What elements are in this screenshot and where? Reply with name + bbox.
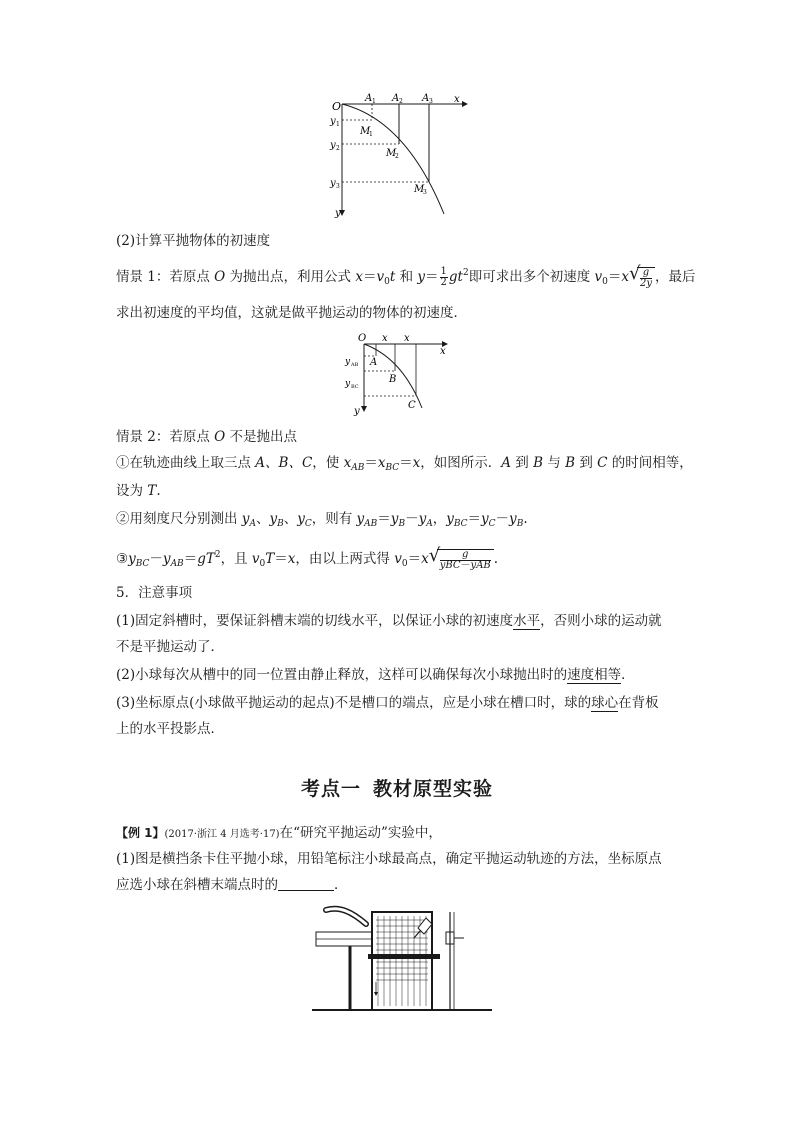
fig2-ybc-sub: BC bbox=[351, 384, 359, 390]
fig1-y3: y bbox=[330, 178, 336, 189]
scene-2-step-3: $③y_{BC}-y_{AB}=gT^2$，且 $v_0T=x$，由以上两式得 $v_0=x$ √ $\frac{g}{\text{yBC－yAB}}$ . bbox=[116, 544, 499, 571]
scene-1-line-1: 情景 1：若原点 O 为抛出点，利用公式 $x=v_0t$ 和 y＝ $\frac{1}{2}$ $gt^2$即可求出多个初速度 $v_0=x$ √ $\frac{g}{2y}$ ，最后 bbox=[116, 262, 696, 289]
fig2-ybc: y bbox=[345, 379, 351, 389]
example-1-q1: (1)图是横挡条卡住平抛小球，用铅笔标注小球最高点，确定平抛运动轨迹的方法，坐标原点 bbox=[116, 851, 662, 867]
fig1-y3-sub: 3 bbox=[336, 183, 340, 190]
note-1: (1)固定斜槽时，要保证斜槽末端的切线水平，以保证小球的初速度水平，否则小球的运动就 bbox=[116, 613, 662, 629]
section-heading: 考点一 教材原型实验 bbox=[300, 778, 494, 800]
fig1-y1-sub: 1 bbox=[336, 121, 340, 128]
fig1-y1: y bbox=[330, 116, 336, 127]
fig2-x-axis: x bbox=[440, 346, 446, 357]
fig2-point-c: C bbox=[408, 400, 416, 411]
fig1-y-axis: y bbox=[335, 208, 341, 219]
fig1-a3-sub: 3 bbox=[429, 98, 433, 105]
fig1-m1: M bbox=[360, 126, 371, 137]
scene-2-step-1: ①在轨迹曲线上取三点 A、B、C，使 $x_{AB}=x_{BC}=x$，如图所示．A 到 B 与 B 到 C 的时间相等， bbox=[116, 455, 693, 473]
fig2-point-a: A bbox=[370, 357, 378, 368]
fig2-yab: y bbox=[345, 357, 351, 367]
sqrt-formula-2: √ $\frac{g}{\text{yBC－yAB}}$ bbox=[429, 549, 494, 571]
apparatus-figure bbox=[310, 898, 494, 1018]
scene-2-title: 情景 2：若原点 O 不是抛出点 bbox=[116, 429, 298, 445]
note-3: (3)坐标原点(小球做平抛运动的起点)不是槽口的端点，应是小球在槽口时，球的球心在背板 bbox=[116, 695, 659, 711]
scene-2-step-1-cont: 设为 T. bbox=[116, 483, 161, 499]
fig1-m3: M bbox=[414, 184, 425, 195]
fig1-m2: M bbox=[386, 148, 397, 159]
scene-2-step-2: ②用刻度尺分别测出 $y_A$、$y_B$、$y_C$，则有 $y_{AB}=y_B-y_A$，$y_{BC}=y_C-y_B$. bbox=[116, 511, 528, 529]
example-1-q1-cont: 应选小球在斜槽末端点时的 ． bbox=[116, 877, 348, 893]
fraction-half: $\frac{1}{2}$ bbox=[440, 266, 447, 288]
fig1-a1-sub: 1 bbox=[372, 98, 376, 105]
trajectory-figure-1 bbox=[326, 92, 476, 220]
fig1-origin: O bbox=[332, 100, 342, 113]
fig1-y2-sub: 2 bbox=[336, 145, 340, 152]
fig2-yab-sub: AB bbox=[351, 362, 359, 368]
fig2-origin: O bbox=[358, 333, 367, 344]
fig1-a2: A bbox=[392, 93, 400, 104]
trajectory-figure-2 bbox=[340, 332, 454, 418]
fig1-m1-sub: 1 bbox=[369, 131, 373, 138]
sqrt-formula-1: √ $\frac{g}{2y}$ bbox=[629, 267, 655, 289]
note-1-cont: 不是平抛运动了． bbox=[116, 639, 224, 655]
fig1-y2: y bbox=[330, 140, 336, 151]
fig1-a3: A bbox=[422, 93, 430, 104]
fig1-m3-sub: 3 bbox=[423, 189, 427, 196]
fig2-x1: x bbox=[382, 333, 388, 344]
answer-blank[interactable] bbox=[278, 876, 334, 891]
fig1-a2-sub: 2 bbox=[399, 98, 403, 105]
fig1-m2-sub: 2 bbox=[395, 153, 399, 160]
note-2: (2)小球每次从槽中的同一位置由静止释放，这样可以确保每次小球抛出时的速度相等． bbox=[116, 667, 635, 683]
note-3-cont: 上的水平投影点． bbox=[116, 721, 224, 737]
example-1-intro: 【例 1】(2017·浙江 4 月选考·17)在“研究平抛运动”实验中， bbox=[116, 825, 442, 841]
notes-title: 5．注意事项 bbox=[116, 585, 193, 601]
scene-1-line-2: 求出初速度的平均值，这就是做平抛运动的物体的初速度． bbox=[116, 305, 467, 321]
fig1-a1: A bbox=[365, 93, 373, 104]
section-2-title: (2)计算平抛物体的初速度 bbox=[116, 233, 271, 249]
fig1-x-axis: x bbox=[454, 94, 460, 105]
fig2-x2: x bbox=[404, 333, 410, 344]
fig2-point-b: B bbox=[389, 374, 397, 385]
fig2-y-axis: y bbox=[354, 406, 360, 417]
